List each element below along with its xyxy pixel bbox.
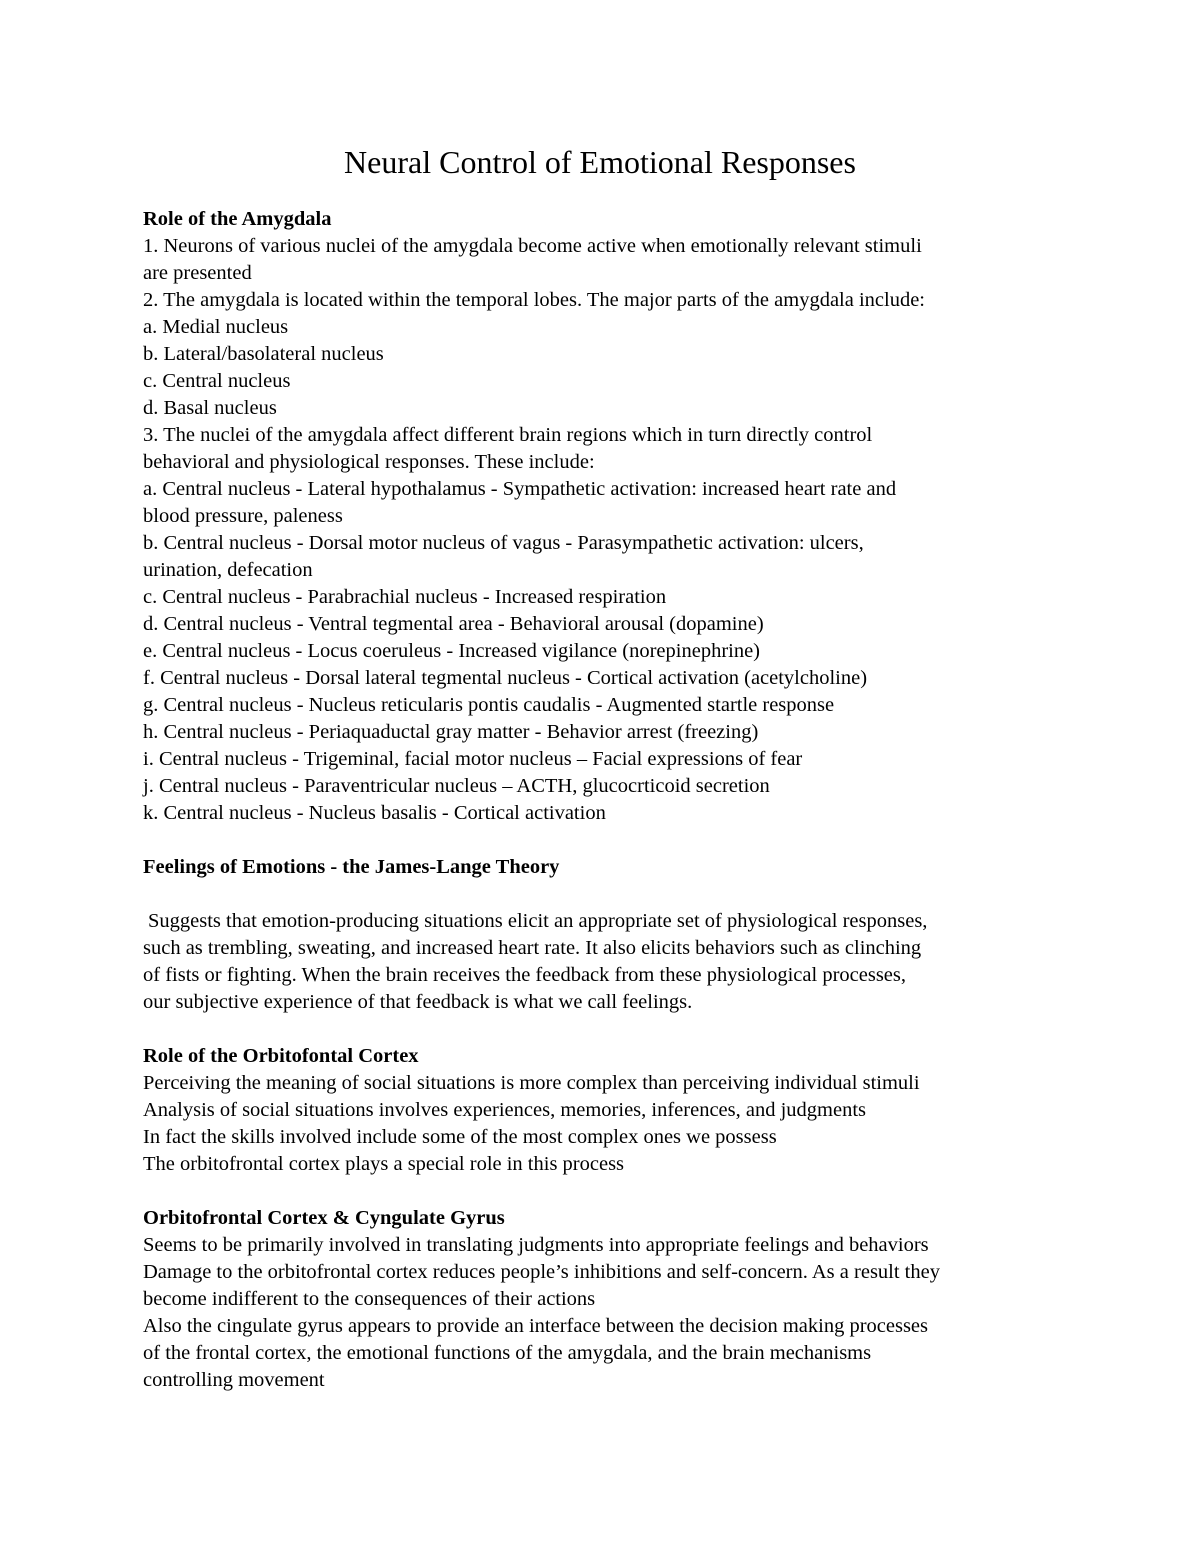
section-heading: Role of the Amygdala bbox=[143, 208, 332, 230]
text-line: Damage to the orbitofrontal cortex reduces people’s inhibitions and self-concern. As a result they bbox=[143, 1261, 940, 1283]
text-line: urination, defecation bbox=[143, 559, 313, 581]
text-line: f. Central nucleus - Dorsal lateral tegmental nucleus - Cortical activation (acetylcholine) bbox=[143, 667, 868, 689]
text-line: Seems to be primarily involved in translating judgments into appropriate feelings and behaviors bbox=[143, 1234, 929, 1256]
section-heading: Feelings of Emotions - the James-Lange Theory bbox=[143, 856, 560, 878]
section-heading: Orbitofrontal Cortex & Cyngulate Gyrus bbox=[143, 1207, 505, 1229]
text-line: such as trembling, sweating, and increased heart rate. It also elicits behaviors such as clinching bbox=[143, 937, 922, 959]
text-line: c. Central nucleus - Parabrachial nucleus - Increased respiration bbox=[143, 586, 667, 608]
text-line: Suggests that emotion-producing situations elicit an appropriate set of physiological responses, bbox=[148, 910, 928, 932]
text-line: h. Central nucleus - Periaquaductal gray matter - Behavior arrest (freezing) bbox=[143, 721, 759, 743]
section-amygdala bbox=[143, 206, 1073, 827]
section-james-lange bbox=[143, 854, 1073, 1016]
text-line: become indifferent to the consequences of their actions bbox=[143, 1288, 596, 1310]
spacer bbox=[143, 1178, 1073, 1205]
text-line: Analysis of social situations involves experiences, memories, inferences, and judgments bbox=[143, 1099, 867, 1121]
text-line: controlling movement bbox=[143, 1369, 325, 1391]
text-line: behavioral and physiological responses. These include: bbox=[143, 451, 595, 473]
text-line: of fists or fighting. When the brain receives the feedback from these physiological processes, bbox=[143, 964, 907, 986]
spacer bbox=[143, 827, 1073, 854]
section-orbitofrontal bbox=[143, 1043, 1073, 1178]
text-line: j. Central nucleus - Paraventricular nucleus – ACTH, glucocrticoid secretion bbox=[143, 775, 770, 797]
text-line: In fact the skills involved include some of the most complex ones we possess bbox=[143, 1126, 777, 1148]
text-line: our subjective experience of that feedback is what we call feelings. bbox=[143, 991, 693, 1013]
text-line: d. Central nucleus - Ventral tegmental area - Behavioral arousal (dopamine) bbox=[143, 613, 764, 635]
section-cingulate bbox=[143, 1205, 1073, 1394]
text-line: d. Basal nucleus bbox=[143, 397, 277, 419]
section-heading: Role of the Orbitofontal Cortex bbox=[143, 1045, 419, 1067]
text-line: b. Lateral/basolateral nucleus bbox=[143, 343, 384, 365]
spacer bbox=[143, 1016, 1073, 1043]
text-line: e. Central nucleus - Locus coeruleus - Increased vigilance (norepinephrine) bbox=[143, 640, 761, 662]
text-line: g. Central nucleus - Nucleus reticularis pontis caudalis - Augmented startle response bbox=[143, 694, 835, 716]
text-line: of the frontal cortex, the emotional functions of the amygdala, and the brain mechanisms bbox=[143, 1342, 872, 1364]
text-line: a. Medial nucleus bbox=[143, 316, 289, 338]
text-line: 1. Neurons of various nuclei of the amygdala become active when emotionally relevant stimuli bbox=[143, 235, 922, 257]
text-line: 2. The amygdala is located within the temporal lobes. The major parts of the amygdala include: bbox=[143, 289, 926, 311]
text-line: 3. The nuclei of the amygdala affect different brain regions which in turn directly control bbox=[143, 424, 873, 446]
text-line: blood pressure, paleness bbox=[143, 505, 343, 527]
document-title: Neural Control of Emotional Responses bbox=[344, 144, 856, 180]
text-line: Also the cingulate gyrus appears to provide an interface between the decision making processes bbox=[143, 1315, 928, 1337]
spacer bbox=[143, 881, 1073, 908]
text-line: b. Central nucleus - Dorsal motor nucleus of vagus - Parasympathetic activation: ulcers, bbox=[143, 532, 864, 554]
text-line: a. Central nucleus - Lateral hypothalamus - Sympathetic activation: increased heart rate and bbox=[143, 478, 897, 500]
text-line: Perceiving the meaning of social situations is more complex than perceiving individual stimuli bbox=[143, 1072, 920, 1094]
document-page bbox=[143, 140, 1073, 1394]
text-line: The orbitofrontal cortex plays a special role in this process bbox=[143, 1153, 625, 1175]
text-line: i. Central nucleus - Trigeminal, facial motor nucleus – Facial expressions of fear bbox=[143, 748, 803, 770]
text-line: c. Central nucleus bbox=[143, 370, 291, 392]
text-line: are presented bbox=[143, 262, 252, 284]
text-line: k. Central nucleus - Nucleus basalis - Cortical activation bbox=[143, 802, 606, 824]
